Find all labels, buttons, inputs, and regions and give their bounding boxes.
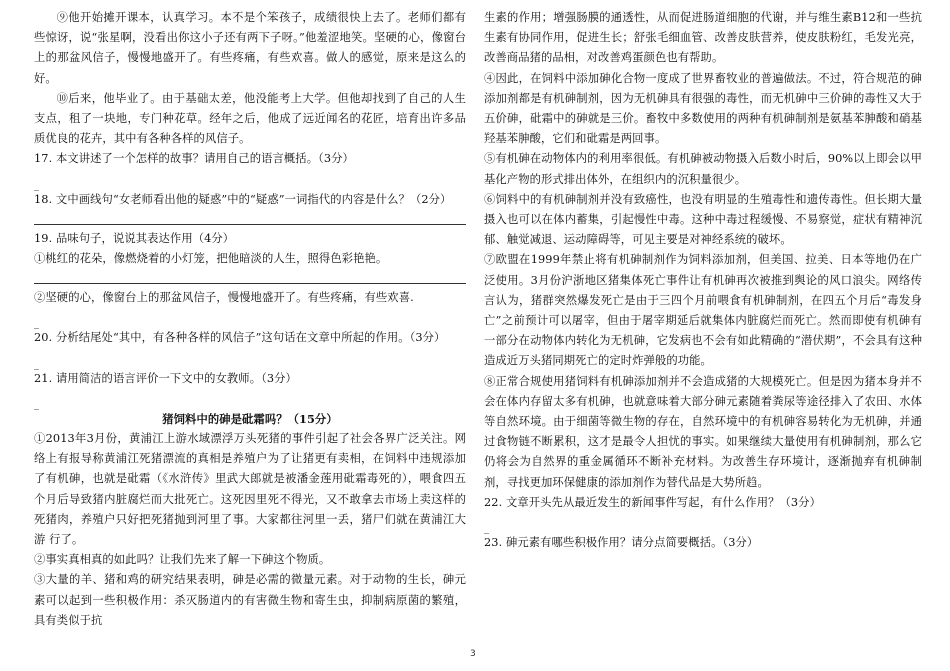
article-title: 猪饲料中的砷是砒霜吗？（15分） [162, 411, 338, 426]
answer-blank-21[interactable]: _ [34, 398, 40, 410]
answer-blank-17[interactable]: _ [34, 179, 40, 191]
article-paragraph-2: ②事实真相真的如此吗？让我们先来了解一下砷这个物质。 [34, 553, 331, 567]
right-column [484, 8, 922, 553]
answer-blank-22[interactable]: _ [484, 523, 490, 535]
answer-line-19-1[interactable] [34, 269, 466, 284]
story-paragraph-10: ⑩后来，他毕业了。由于基础太差，他没能考上大学。但他却找到了自己的人生支点，租了一块地，专门种花草。经年之后，他成了远近闻名的花匠，培育出许多品质优良的花卉，其中有各种各样的风信子。 [34, 91, 466, 146]
article-paragraph-5: ⑤有机砷在动物体内的利用率很低。有机砷被动物摄入后数小时后，90%以上即会以甲基化产物的形式排出体外，在组织内的沉积量很少。 [484, 152, 922, 186]
question-22: 22. 文章开头先从最近发生的新闻事件写起，有什么作用？（3分） [484, 495, 821, 509]
answer-blank-19-2[interactable]: _ [34, 318, 40, 330]
question-19-sentence-2: ②坚硬的心，像窗台上的那盆风信子，慢慢地盛开了。有些疼痛，有些欢喜. [34, 291, 414, 305]
question-17: 17. 本文讲述了一个怎样的故事？请用自己的语言概括。（3分） [34, 152, 354, 166]
answer-blank-20[interactable]: _ [34, 358, 40, 370]
question-21: 21. 请用简洁的语言评价一下文中的女教师。（3分） [34, 371, 297, 385]
page-number: 3 [470, 649, 476, 659]
question-20: 20. 分析结尾处“其中，有各种各样的风信子”这句话在文章中所起的作用。（3分） [34, 331, 446, 345]
article-paragraph-4: ④因此，在饲料中添加砷化合物一度成了世界畜牧业的普遍做法。不过，符合规范的砷添加剂都是有机砷制剂，因为无机砷具有很强的毒性，而无机砷中三价砷的毒性又大于五价砷，砒霜中的砷就是三价。畜牧中多数使用的两种有机砷制剂是氨基苯胂酸和硝基羟基苯胂酸，它们和砒霜是两回事。 [484, 71, 922, 146]
article-paragraph-8: ⑧正常合规使用猪饲料有机砷添加剂并不会造成猪的大规模死亡。但是因为猪本身并不会在体内存留太多有机砷，也就意味着大部分砷元素随着粪尿等途径排入了农田、水体等自然环境。由于细菌等微生物的存在，自然环境中的有机砷容易转化为无机砷，并通过食物链不断累积，这才是最令人担忧的事实。如果继续大量使用有机砷制剂，那么它仍将会为自然界的重金属循环不断补充材料。为改善生存环境计，逐渐抛弃有机砷制剂，寻找更加环保健康的添加剂作为替代品是大势所趋。 [484, 374, 922, 489]
article-paragraph-3: ③大量的羊、猪和鸡的研究结果表明，砷是必需的微量元素。对于动物的生长，砷元素可以起到一些积极作用：杀灭肠道内的有害微生物和寄生虫，抑制病原菌的繁殖，具有类似于抗 [34, 573, 466, 627]
article-paragraph-6: ⑥饲料中的有机砷制剂并没有致癌性，也没有明显的生殖毒性和遗传毒性。但长期大量摄入也可以在体内蓄集，引起慢性中毒。这种中毒过程缓慢、不易察觉，症状有精神沉郁、触觉减退、运动障碍等，可见主要是对神经系统的破坏。 [484, 192, 922, 247]
question-23: 23. 砷元素有哪些积极作用？请分点简要概括。（3分） [484, 536, 759, 550]
article-paragraph-7: ⑦欧盟在1999年禁止将有机砷制剂作为饲料添加剂，但美国、拉美、日本等地仍在广泛使用。3月份沪浙地区猪集体死亡事件让有机砷再次被推到舆论的风口浪尖。网络传言认为，猪群突然爆发死亡是由于三四个月前喂食有机砷制剂，在四五个月后“毒发身亡”之前预计可以屠宰，但由于屠宰期延后就集体内脏腐烂而死亡。然而即使有机砷有一部分在动物体内转化为无机砷，它发病也不会有如此精确的“潜伏期”，不会具有这种造成近万头猪同期死亡的定时炸弹般的功能。 [484, 253, 922, 368]
story-paragraph-9: ⑨他开始摊开课本，认真学习。本不是个笨孩子，成绩很快上去了。老师们都有些惊讶，说“张星啊，没看出你这小子还有两下子呀。”他羞涩地笑。坚硬的心，像窗台上的那盆风信子，慢慢地盛开了。有些疼痛，有些欢喜。做人的感觉，原来是这么的好。 [34, 11, 466, 85]
question-18: 18. 文中画线句“女老师看出他的疑惑”中的“疑惑”一词指代的内容是什么？（2分） [34, 192, 452, 206]
left-column [34, 8, 466, 631]
question-19: 19. 品味句子，说说其表达作用（4分） [34, 231, 235, 245]
answer-line-18[interactable] [34, 210, 466, 225]
question-19-sentence-1: ①桃红的花朵，像燃烧着的小灯笼，把他暗淡的人生，照得色彩艳艳。 [34, 252, 388, 266]
article-paragraph-3-continued: 生素的作用；增强肠膜的通透性，从而促进肠道细胞的代谢，并与维生素B12和一些抗生素有协同作用，促进生长；舒张毛细血管、改善皮肤营养，使皮肤粉红，毛发光亮，改善商品猪的品相，对改善鸡蛋颜色也有帮助。 [484, 11, 922, 65]
article-paragraph-1: ①2013年3月份，黄浦江上游水域漂浮万头死猪的事件引起了社会各界广泛关注。网络上有报导称黄浦江死猪漂流的真相是养殖户为了让猪更有卖相，在饲料中违规添加了有机砷，也就是砒霜（《水浒传》里武大郎就是被潘金莲用砒霜毒死的），喂食四五个月后导致猪内脏腐烂而大批死亡。这死因里死不得光，又不敢拿去市场上卖这样的死猪肉，养殖户只好把死猪抛到河里了事。大家都往河里一丢，猪尸们就在黄浦江大 游 行了。 [34, 432, 466, 547]
